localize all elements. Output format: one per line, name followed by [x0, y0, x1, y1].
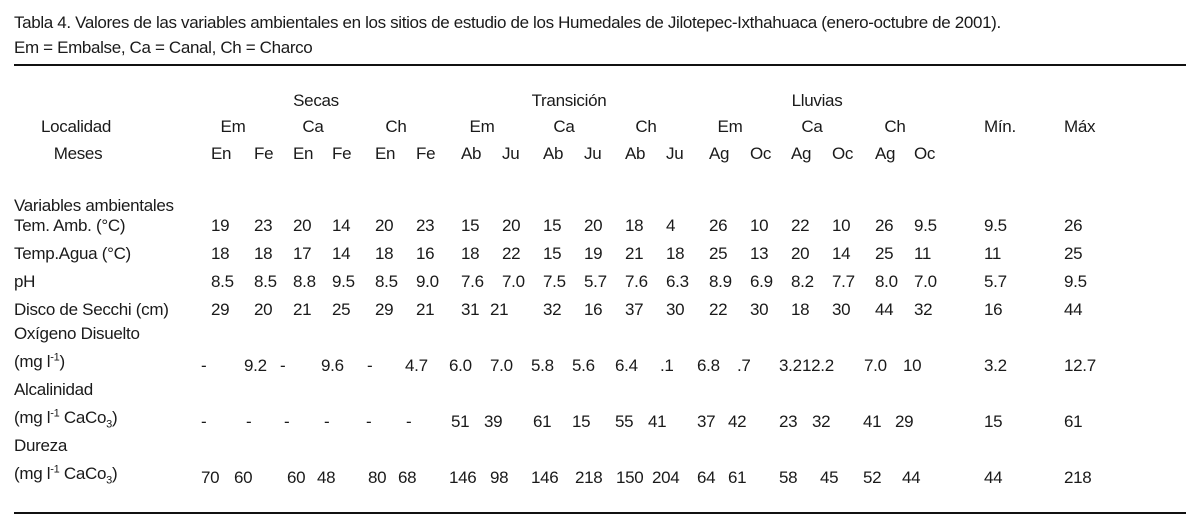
table-cell: 32	[812, 412, 831, 431]
table-cell: 19	[584, 244, 603, 263]
table-cell: -	[280, 356, 286, 375]
row-unit	[14, 352, 65, 372]
table-cell: -	[201, 356, 207, 375]
bottom-rule	[14, 512, 1186, 514]
table-cell: -	[367, 356, 373, 375]
table-cell: 8.8	[293, 272, 316, 291]
table-cell: 16	[416, 244, 435, 263]
min-cell: 5.7	[984, 272, 1007, 291]
table-cell: 15	[461, 216, 480, 235]
min-header: Mín.	[984, 117, 1016, 136]
table-cell: 8.5	[254, 272, 277, 291]
table-cell: 19	[211, 216, 230, 235]
unit-superscript: -1	[50, 407, 60, 420]
table-cell: 98	[490, 468, 509, 487]
table-cell: 12.2	[802, 356, 834, 375]
table-cell: 30	[750, 300, 769, 319]
table-cell: -	[284, 412, 290, 431]
table-cell: 18	[461, 244, 480, 263]
site-header: Ca	[302, 117, 324, 136]
table-cell: 20	[375, 216, 394, 235]
table-cell: 9.5	[332, 272, 355, 291]
table-cell: 31	[461, 300, 480, 319]
month-header: Ju	[584, 144, 602, 163]
table-cell: 20	[584, 216, 603, 235]
table-cell: 55	[615, 412, 634, 431]
localidad-header: Localidad	[40, 117, 112, 136]
table-cell: 42	[728, 412, 747, 431]
table-cell: -	[324, 412, 330, 431]
table-cell: -	[406, 412, 412, 431]
table-cell: 61	[728, 468, 747, 487]
table-cell: 80	[368, 468, 387, 487]
table-cell: 204	[652, 468, 680, 487]
table-cell: 11	[914, 244, 932, 263]
table-cell: 13	[750, 244, 769, 263]
table-cell: 7.5	[543, 272, 566, 291]
max-cell: 9.5	[1064, 272, 1087, 291]
max-cell: 61	[1064, 412, 1083, 431]
table-cell: 15	[543, 244, 562, 263]
table-cell: 17	[293, 244, 312, 263]
table-cell: 218	[575, 468, 603, 487]
row-label: Temp.Agua (°C)	[14, 244, 131, 263]
table-cell: 22	[791, 216, 810, 235]
table-cell: 61	[533, 412, 552, 431]
unit-subscript: 3	[106, 474, 112, 487]
table-cell: 51	[451, 412, 470, 431]
table-cell: 8.9	[709, 272, 732, 291]
table-cell: 18	[625, 216, 644, 235]
table-cell: 10	[750, 216, 769, 235]
table-cell: 8.0	[875, 272, 898, 291]
table-cell: 4	[666, 216, 676, 235]
table-cell: 7.6	[625, 272, 648, 291]
row-label: Oxígeno Disuelto	[14, 324, 140, 343]
min-cell: 11	[984, 244, 1002, 263]
caption-legend: Em = Embalse, Ca = Canal, Ch = Charco	[14, 38, 313, 57]
site-header: Ca	[553, 117, 575, 136]
table-cell: 4.7	[405, 356, 428, 375]
month-header: Ju	[502, 144, 520, 163]
table-cell: 7.0	[914, 272, 937, 291]
table-cell: 7.6	[461, 272, 484, 291]
unit-prefix: (mg l	[14, 352, 51, 371]
table-cell: 68	[398, 468, 417, 487]
table-cell: 30	[832, 300, 851, 319]
min-cell: 3.2	[984, 356, 1007, 375]
table-cell: 26	[709, 216, 728, 235]
month-header: Fe	[254, 144, 274, 163]
month-header: Fe	[416, 144, 436, 163]
table-cell: 26	[875, 216, 894, 235]
max-cell: 26	[1064, 216, 1083, 235]
min-cell: 16	[984, 300, 1003, 319]
section-title: Variables ambientales	[14, 196, 174, 215]
table-cell: 6.9	[750, 272, 773, 291]
max-cell: 12.7	[1064, 356, 1096, 375]
table-cell: 44	[875, 300, 894, 319]
table-cell: 7.7	[832, 272, 855, 291]
table-cell: 70	[201, 468, 220, 487]
row-label: pH	[14, 272, 36, 291]
table-cell: 18	[375, 244, 394, 263]
table-cell: 14	[832, 244, 851, 263]
table-cell: -	[246, 412, 252, 431]
table-cell: 20	[502, 216, 521, 235]
table-cell: 23	[254, 216, 273, 235]
min-cell: 9.5	[984, 216, 1007, 235]
unit-subscript: 3	[106, 418, 112, 431]
table-cell: 45	[820, 468, 839, 487]
table-cell: 41	[648, 412, 667, 431]
season-header: Transición	[531, 91, 607, 110]
table-cell: 37	[625, 300, 644, 319]
table-cell: 3.2	[779, 356, 802, 375]
table-cell: 18	[211, 244, 230, 263]
month-header: Ag	[875, 144, 896, 163]
table-cell: -	[366, 412, 372, 431]
table-cell: 25	[875, 244, 894, 263]
table-cell: 23	[779, 412, 798, 431]
table-cell: 6.0	[449, 356, 472, 375]
table-cell: 9.5	[914, 216, 937, 235]
max-cell: 25	[1064, 244, 1083, 263]
table-cell: 41	[863, 412, 882, 431]
unit-prefix: (mg l	[14, 464, 51, 483]
unit-prefix: (mg l	[14, 408, 51, 427]
month-header: Ab	[461, 144, 482, 163]
unit-suffix: )	[111, 408, 118, 427]
month-header: Ab	[543, 144, 564, 163]
table-cell: 44	[902, 468, 921, 487]
table-cell: 64	[697, 468, 716, 487]
caption-title: Tabla 4. Valores de las variables ambientales en los sitios de estudio de los Humedales de Jilotepec-Ixthahuaca (enero-octubre de 2001).	[14, 13, 1001, 32]
row-unit	[14, 407, 118, 431]
site-header: Ch	[635, 117, 657, 136]
month-header: Oc	[914, 144, 936, 163]
table-cell: 20	[791, 244, 810, 263]
month-header: Oc	[832, 144, 854, 163]
table-cell: 22	[502, 244, 521, 263]
row-unit	[14, 463, 118, 487]
table-cell: -	[201, 412, 207, 431]
month-header: Ag	[709, 144, 730, 163]
max-header: Máx	[1064, 117, 1096, 136]
table-cell: 25	[709, 244, 728, 263]
month-header: En	[293, 144, 314, 163]
table-cell: 15	[572, 412, 591, 431]
table-cell: 7.0	[490, 356, 513, 375]
table-cell: 10	[903, 356, 922, 375]
table-cell: 60	[287, 468, 306, 487]
table-cell: 8.5	[375, 272, 398, 291]
site-header: Ch	[884, 117, 906, 136]
table-cell: 146	[449, 468, 477, 487]
table-cell: 22	[709, 300, 728, 319]
table-cell: 29	[375, 300, 394, 319]
table-cell: 60	[234, 468, 253, 487]
table-cell: 14	[332, 216, 351, 235]
unit-superscript: -1	[50, 351, 60, 364]
table-cell: 16	[584, 300, 603, 319]
table-cell: 25	[332, 300, 351, 319]
month-header: Ag	[791, 144, 812, 163]
site-header: Ca	[801, 117, 823, 136]
min-cell: 44	[984, 468, 1003, 487]
table-cell: 21	[625, 244, 644, 263]
table-cell: 7.0	[864, 356, 887, 375]
month-header: Fe	[332, 144, 352, 163]
table-cell: 21	[490, 300, 509, 319]
season-header: Secas	[293, 91, 339, 110]
table-cell: 30	[666, 300, 685, 319]
row-label: Alcalinidad	[14, 380, 93, 399]
max-cell: 44	[1064, 300, 1083, 319]
table-cell: 29	[211, 300, 230, 319]
table-cell: 150	[616, 468, 644, 487]
table-cell: 9.2	[244, 356, 267, 375]
table-cell: 20	[293, 216, 312, 235]
unit-compound: CaCo	[59, 464, 107, 483]
table-cell: 21	[293, 300, 312, 319]
table-cell: 9.0	[416, 272, 439, 291]
table-cell: 32	[543, 300, 562, 319]
table-cell: 5.8	[531, 356, 554, 375]
min-cell: 15	[984, 412, 1003, 431]
table-cell: 6.4	[615, 356, 638, 375]
table-cell: 8.5	[211, 272, 234, 291]
site-header: Em	[220, 117, 246, 136]
table-cell: 18	[666, 244, 685, 263]
table-cell: 6.8	[697, 356, 720, 375]
table-cell: .1	[660, 356, 674, 375]
month-header: Oc	[750, 144, 772, 163]
site-header: Em	[717, 117, 743, 136]
unit-suffix: )	[111, 464, 118, 483]
table-cell: 18	[254, 244, 273, 263]
unit-suffix: )	[59, 352, 65, 371]
table-cell: 23	[416, 216, 435, 235]
table-cell: 5.7	[584, 272, 607, 291]
table-cell: 8.2	[791, 272, 814, 291]
table-cell: 52	[863, 468, 882, 487]
table-cell: 15	[543, 216, 562, 235]
row-label: Dureza	[14, 436, 68, 455]
table-cell: 58	[779, 468, 798, 487]
table-cell: 7.0	[502, 272, 525, 291]
table-cell: 20	[254, 300, 273, 319]
row-label: Disco de Secchi (cm)	[14, 300, 169, 319]
site-header: Em	[469, 117, 495, 136]
top-rule	[14, 64, 1186, 66]
table-cell: 146	[531, 468, 559, 487]
month-header: Ju	[666, 144, 684, 163]
table-cell: 14	[332, 244, 351, 263]
site-header: Ch	[385, 117, 407, 136]
table-cell: 6.3	[666, 272, 689, 291]
max-cell: 218	[1064, 468, 1092, 487]
row-label: Tem. Amb. (°C)	[14, 216, 126, 235]
table-cell: 18	[791, 300, 810, 319]
month-header: En	[211, 144, 232, 163]
table-cell: 5.6	[572, 356, 595, 375]
unit-compound: CaCo	[59, 408, 107, 427]
meses-header: Meses	[53, 144, 103, 163]
table-cell: 21	[416, 300, 435, 319]
unit-superscript: -1	[50, 463, 60, 476]
table-cell: 37	[697, 412, 716, 431]
table-cell: 32	[914, 300, 933, 319]
table-cell: 48	[317, 468, 336, 487]
table-cell: 29	[895, 412, 914, 431]
month-header: Ab	[625, 144, 646, 163]
table-cell: 10	[832, 216, 851, 235]
season-header: Lluvias	[791, 91, 843, 110]
month-header: En	[375, 144, 396, 163]
table-cell: 39	[484, 412, 503, 431]
table-cell: 9.6	[321, 356, 344, 375]
table-cell: .7	[737, 356, 751, 375]
table-caption	[14, 10, 1189, 60]
